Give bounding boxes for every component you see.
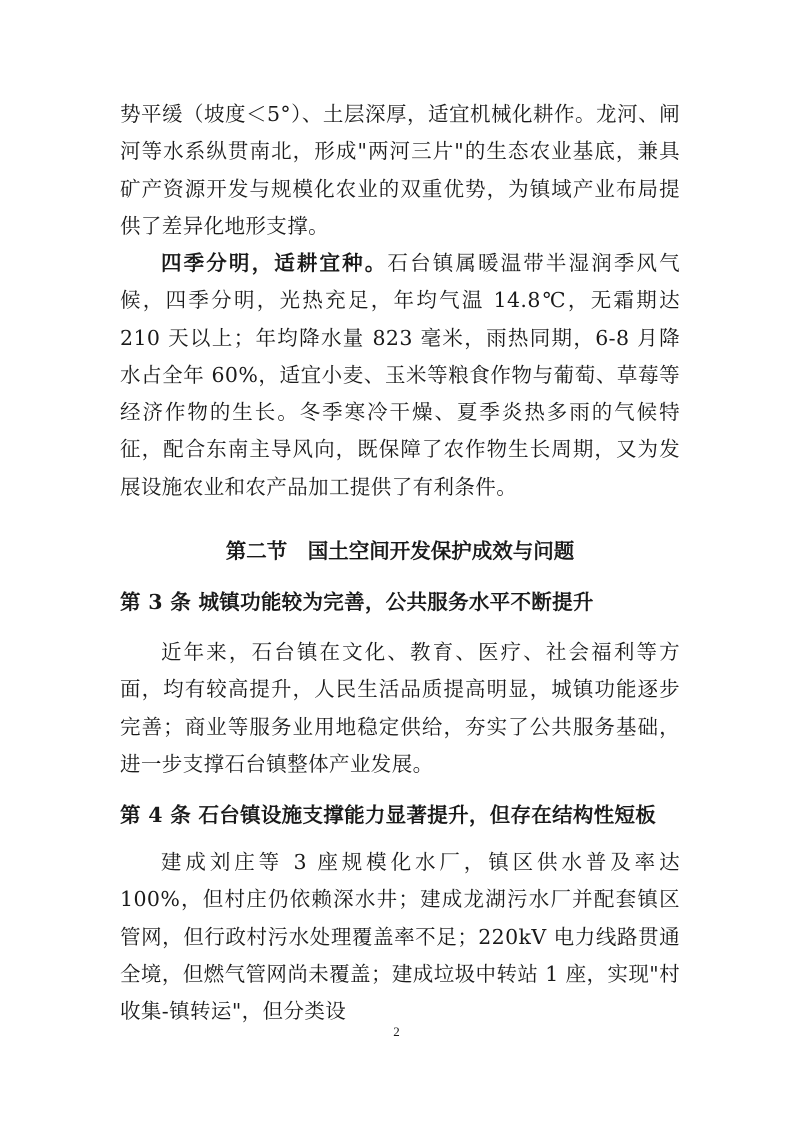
section-title: 第二节 国土空间开发保护成效与问题 [225,539,575,563]
article-4-body: 建成刘庄等 3 座规模化水厂，镇区供水普及率达 100%，但村庄仍依赖深水井；建成龙湖污水厂并配套镇区管网，但行政村污水处理覆盖率不足；220kV 电力线路贯通全境，但燃气管网尚未覆盖；建成垃圾中转站 1 座，实现"村收集-镇转运"，但分类设 [120,850,680,1024]
climate-paragraph [120,245,680,506]
article-3-body: 近年来，石台镇在文化、教育、医疗、社会福利等方面，均有较高提升，人民生活品质提高明显，城镇功能逐步完善；商业等服务业用地稳定供给，夯实了公共服务基础，进一步支撑石台镇整体产业发展。 [120,640,680,776]
article-4-title: 第 4 条 石台镇设施支撑能力显著提升，但存在结构性短板 [120,803,657,827]
page-number: 2 [393,1024,400,1039]
climate-lead: 四季分明，适耕宜种。 [161,251,388,275]
climate-body: 石台镇属暖温带半湿润季风气候，四季分明，光热充足，年均气温 14.8℃，无霜期达 210 天以上；年均降水量 823 毫米，雨热同期，6-8 月降水占全年 60%，适宜小麦、玉米等粮食作物与葡萄、草莓等经济作物的生长。冬季寒冷干燥、夏季炎热多雨的气候特征，配合东南主导风向，既保障了农作物生长周期，又为发展设施农业和农产品加工提供了有利条件。 [120,251,681,499]
continuation-paragraph: 势平缓（坡度＜5°）、土层深厚，适宜机械化耕作。龙河、闸河等水系纵贯南北，形成"两河三片"的生态农业基底，兼具矿产资源开发与规模化农业的双重优势，为镇域产业布局提供了差异化地形支撑。 [120,102,680,238]
article-3-title: 第 3 条 城镇功能较为完善，公共服务水平不断提升 [120,590,594,614]
